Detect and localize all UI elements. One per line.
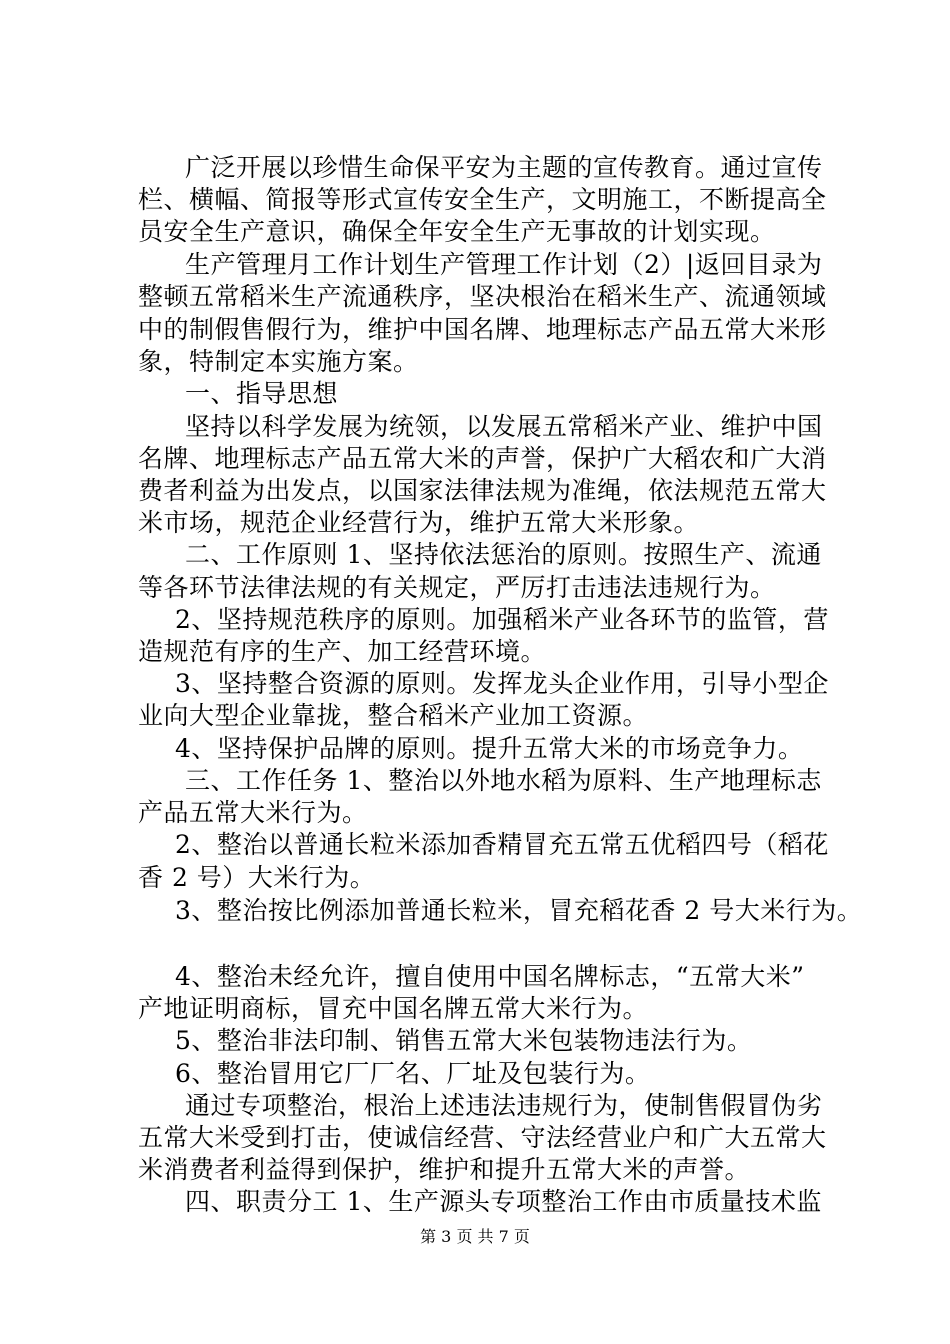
text-line: 费者利益为出发点，以国家法律法规为准绳，依法规范五常大 [138,476,827,505]
text-line: 造规范有序的生产、加工经营环境。 [138,637,547,666]
text-line: 3、整治按比例添加普通长粒米，冒充稻花香 2 号大米行为。 [175,896,863,925]
text-line: 通过专项整治，根治上述违法违规行为，使制售假冒伪劣 [185,1091,823,1120]
text-line: 广泛开展以珍惜生命保平安为主题的宣传教育。通过宣传 [185,153,823,182]
section-heading: 一、指导思想 [185,379,339,408]
text-line: 产品五常大米行为。 [138,798,368,827]
text-line: 2、整治以普通长粒米添加香精冒充五常五优稻四号（稻花 [175,830,829,859]
text-line: 名牌、地理标志产品五常大米的声誉，保护广大稻农和广大消 [138,444,827,473]
text-line: 4、整治未经允许，擅自使用中国名牌标志，“五常大米” [175,962,805,991]
text-line: 五常大米受到打击，使诚信经营、守法经营业户和广大五常大 [138,1123,827,1152]
text-line: 象，特制定本实施方案。 [138,347,419,376]
text-line: 四、职责分工 1、生产源头专项整治工作由市质量技术监 [185,1187,822,1216]
text-line: 整顿五常稻米生产流通秩序，坚决根治在稻米生产、流通领域 [138,282,827,311]
text-line: 坚持以科学发展为统领，以发展五常稻米产业、维护中国 [185,412,823,441]
text-line: 等各环节法律法规的有关规定，严厉打击违法违规行为。 [138,573,776,602]
text-line: 6、整治冒用它厂厂名、厂址及包装行为。 [175,1059,651,1088]
text-line: 栏、横幅、简报等形式宣传安全生产，文明施工，不断提高全 [138,185,827,214]
text-line: 中的制假售假行为，维护中国名牌、地理标志产品五常大米形 [138,315,827,344]
text-line: 产地证明商标，冒充中国名牌五常大米行为。 [138,994,649,1023]
page-number-footer: 第 3 页 共 7 页 [420,1227,530,1246]
text-line: 二、工作原则 1、坚持依法惩治的原则。按照生产、流通 [185,540,822,569]
text-line: 生产管理月工作计划生产管理工作计划（2）|返回目录为 [185,250,823,279]
text-line: 5、整治非法印制、销售五常大米包装物违法行为。 [175,1026,753,1055]
text-line: 香 2 号）大米行为。 [138,863,376,892]
text-line: 三、工作任务 1、整治以外地水稻为原料、生产地理标志 [185,766,822,795]
text-line: 4、坚持保护品牌的原则。提升五常大米的市场竞争力。 [175,734,804,763]
text-line: 员安全生产意识，确保全年安全生产无事故的计划实现。 [138,217,776,246]
text-line: 米消费者利益得到保护，维护和提升五常大米的声誉。 [138,1155,751,1184]
text-line: 2、坚持规范秩序的原则。加强稻米产业各环节的监管，营 [175,605,829,634]
text-line: 业向大型企业靠拢，整合稻米产业加工资源。 [138,701,649,730]
text-line: 3、坚持整合资源的原则。发挥龙头企业作用，引导小型企 [175,669,829,698]
text-line: 米市场，规范企业经营行为，维护五常大米形象。 [138,508,700,537]
